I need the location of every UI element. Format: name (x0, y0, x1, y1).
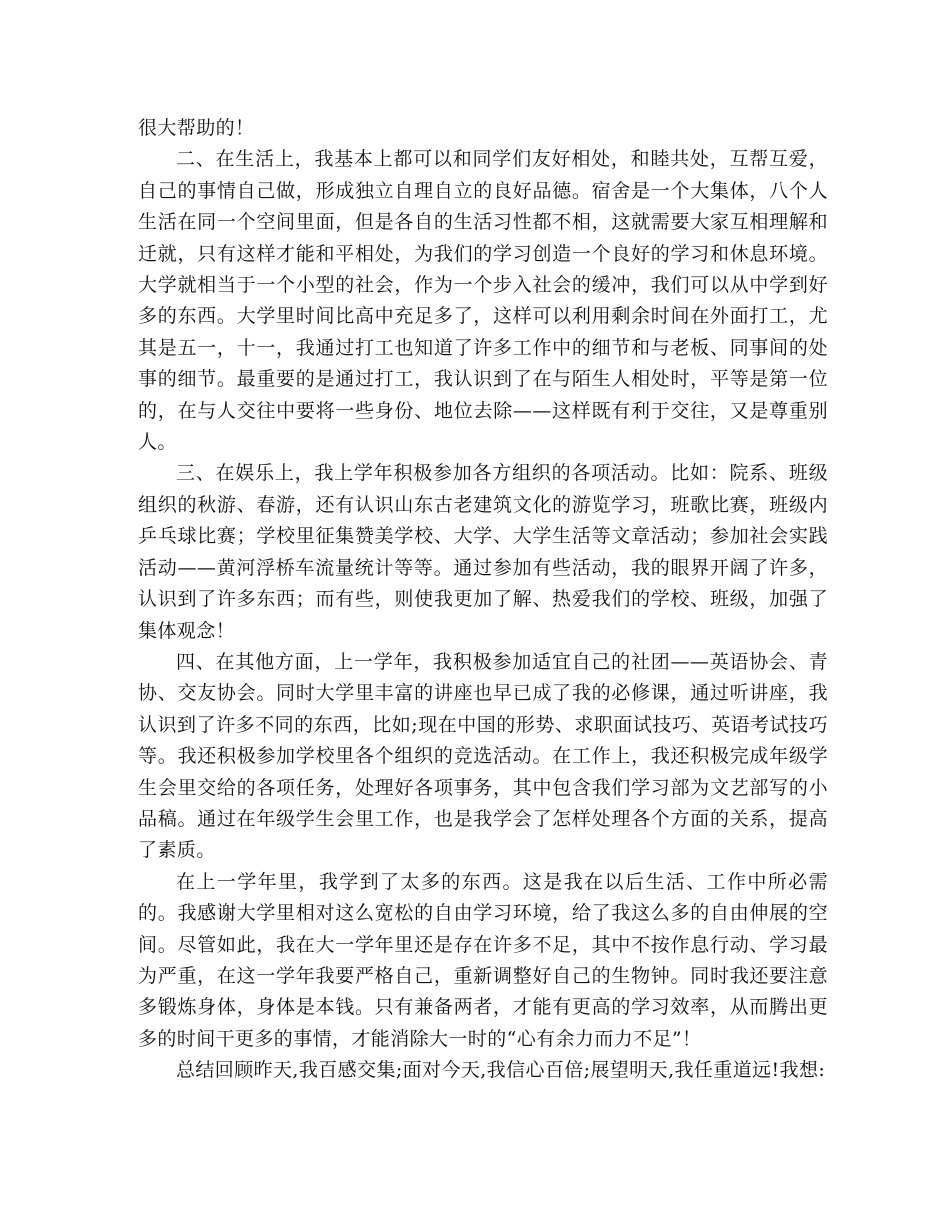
paragraph-entertainment: 三、在娱乐上，我上学年积极参加各方组织的各项活动。比如：院系、班级组织的秋游、春游，还有认识山东古老建筑文化的游览学习，班歌比赛，班级内乒乓球比赛；学校里征集赞美学校、大学、大学生活等文章活动；参加社会实践活动——黄河浮桥车流量统计等等。通过参加有些活动，我的眼界开阔了许多，认识到了许多东西；而有些，则使我更加了解、热爱我们的学校、班级，加强了集体观念！ (138, 462, 828, 642)
paragraph-life: 二、在生活上，我基本上都可以和同学们友好相处，和睦共处，互帮互爱，自己的事情自己做，形成独立自理自立的良好品德。宿舍是一个大集体，八个人生活在同一个空间里面，但是各自的生活习性都不相，这就需要大家互相理解和迁就，只有这样才能和平相处，为我们的学习创造一个良好的学习和休息环境。大学就相当于一个小型的社会，作为一个步入社会的缓冲，我们可以从中学到好多的东西。大学里时间比高中充足多了，这样可以利用剩余时间在外面打工，尤其是五一，十一，我通过打工也知道了许多工作中的细节和与老板、同事间的处事的细节。最重要的是通过打工，我认识到了在与陌生人相处时，平等是第一位的，在与人交往中要将一些身份、地位去除——这样既有利于交往，又是尊重别人。 (138, 148, 828, 454)
paragraph-continuation: 很大帮助的！ (138, 117, 255, 139)
document-body (138, 113, 828, 1087)
paragraph-other-aspects: 四、在其他方面，上一学年，我积极参加适宜自己的社团——英语协会、青协、交友协会。同时大学里丰富的讲座也早已成了我的必修课，通过听讲座，我认识到了许多不同的东西，比如;现在中国的形势、求职面试技巧、英语考试技巧等。我还积极参加学校里各个组织的竞选活动。在工作上，我还积极完成年级学生会里交给的各项任务，处理好各项事务，其中包含我们学习部为文艺部写的小品稿。通过在年级学生会里工作，也是我学会了怎样处理各个方面的关系，提高了素质。 (138, 650, 828, 862)
paragraph-summary: 总结回顾昨天,我百感交集;面对今天,我信心百倍;展望明天,我任重道远!我想: (176, 1059, 826, 1082)
paragraph-reflection: 在上一学年里，我学到了太多的东西。这是我在以后生活、工作中所必需的。我感谢大学里相对这么宽松的自由学习环境，给了我这么多的自由伸展的空间。尽管如此，我在大一学年里还是存在许多不足，其中不按作息行动、学习最为严重，在这一学年我要严格自己，重新调整好自己的生物钟。同时我还要注意多锻炼身体，身体是本钱。只有兼备两者，才能有更高的学习效率，从而腾出更多的时间干更多的事情，才能消除大一时的“心有余力而力不足”！ (138, 870, 828, 1050)
